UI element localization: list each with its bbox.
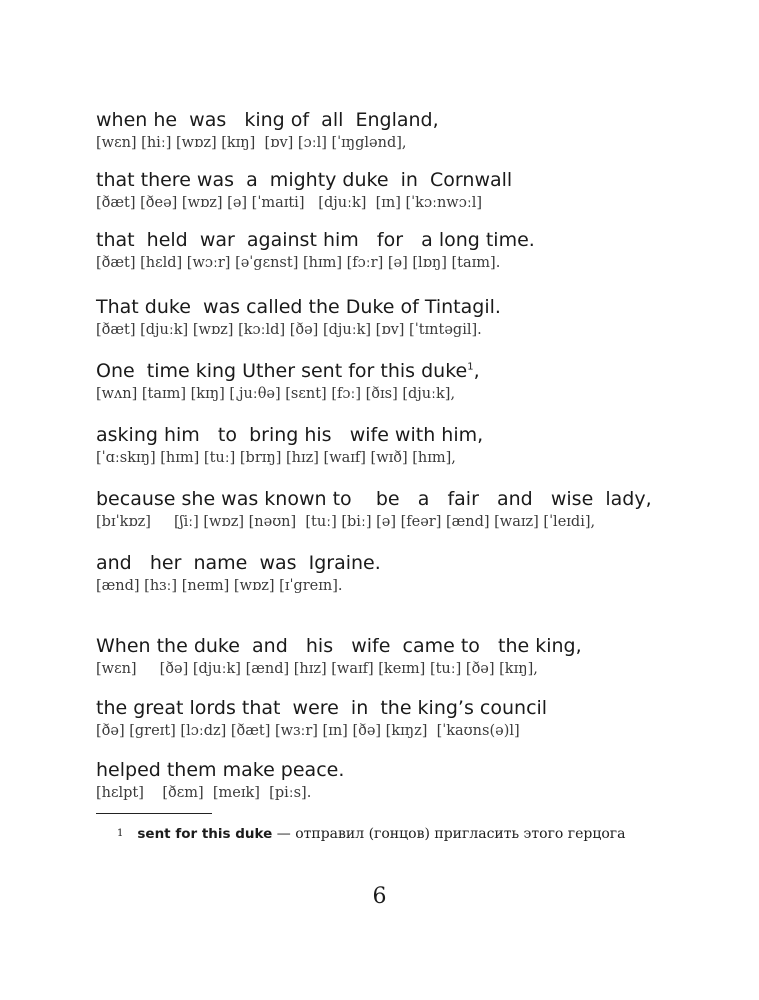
english-line: because she was known to be a fair and wise lady, xyxy=(96,488,652,510)
line-group xyxy=(96,295,716,340)
transcription-line: [wʌn] [taɪm] [kɪŋ] [ˌjuːθə] [sɛnt] [fɔː] [ðɪs] [djuːk], xyxy=(96,386,456,402)
english-line: the great lords that were in the king’s council xyxy=(96,697,548,719)
footnote-term: sent for this duke xyxy=(137,826,273,842)
footnote-divider xyxy=(96,813,212,814)
footnote-number: 1 xyxy=(117,828,124,839)
line-group xyxy=(96,758,716,803)
line-group xyxy=(96,359,716,404)
footnote-translation: — отправил (гонцов) пригласить этого герцога xyxy=(272,826,626,842)
transcription-line: [ðæt] [hɛld] [wɔːr] [əˈgɛnst] [hɪm] [fɔːr] [ə] [lɒŋ] [taɪm]. xyxy=(96,255,501,271)
line-group xyxy=(96,108,716,153)
transcription-line: [ˈɑːskɪŋ] [hɪm] [tuː] [brɪŋ] [hɪz] [waɪf] [wɪð] [hɪm], xyxy=(96,450,456,466)
transcription-line: [bɪˈkɒz] [ʃiː] [wɒz] [nəʊn] [tuː] [biː] [ə] [feər] [ænd] [waɪz] [ˈleɪdi], xyxy=(96,514,596,530)
english-line: and her name was Igraine. xyxy=(96,552,381,574)
english-line: When the duke and his wife came to the king, xyxy=(96,635,582,657)
line-group xyxy=(96,551,716,596)
transcription-line: [ænd] [hɜː] [neɪm] [wɒz] [ɪˈgreɪn]. xyxy=(96,578,343,594)
line-group xyxy=(96,423,716,468)
line-group xyxy=(96,487,716,532)
english-line xyxy=(96,359,716,383)
line-group xyxy=(96,696,716,741)
english-line: That duke was called the Duke of Tintagil. xyxy=(96,296,501,318)
transcription-line: [hɛlpt] [ðɛm] [meɪk] [piːs]. xyxy=(96,785,312,801)
transcription-line: [ðæt] [ðeə] [wɒz] [ə] [ˈmaɪti] [djuːk] [ɪn] [ˈkɔːnwɔːl] xyxy=(96,195,483,211)
english-line-punct: , xyxy=(473,360,480,382)
english-line: that held war against him for a long time. xyxy=(96,229,535,251)
page-number: 6 xyxy=(372,884,387,909)
line-group xyxy=(96,168,716,213)
line-group xyxy=(96,228,716,273)
footnote-marker[interactable]: 1 xyxy=(467,361,474,373)
english-line: asking him to bring his wife with him, xyxy=(96,424,484,446)
transcription-line: [ðæt] [djuːk] [wɒz] [kɔːld] [ðə] [djuːk] [ɒv] [ˈtɪntəgil]. xyxy=(96,322,482,338)
footnote xyxy=(117,824,717,844)
english-line-text: One time king Uther sent for this duke xyxy=(96,360,468,382)
transcription-line: [ðə] [greɪt] [lɔːdz] [ðæt] [wɜːr] [ɪn] [ðə] [kɪŋz] [ˈkaʊns(ə)l] xyxy=(96,723,520,739)
english-line: helped them make peace. xyxy=(96,759,345,781)
line-group xyxy=(96,634,716,679)
text-body xyxy=(96,108,716,803)
transcription-line: [wɛn] [hiː] [wɒz] [kɪŋ] [ɒv] [ɔːl] [ˈɪŋglənd], xyxy=(96,135,407,151)
english-line: that there was a mighty duke in Cornwall xyxy=(96,169,513,191)
english-line: when he was king of all England, xyxy=(96,109,439,131)
transcription-line: [wɛn] [ðə] [djuːk] [ænd] [hɪz] [waɪf] [keɪm] [tuː] [ðə] [kɪŋ], xyxy=(96,661,538,677)
